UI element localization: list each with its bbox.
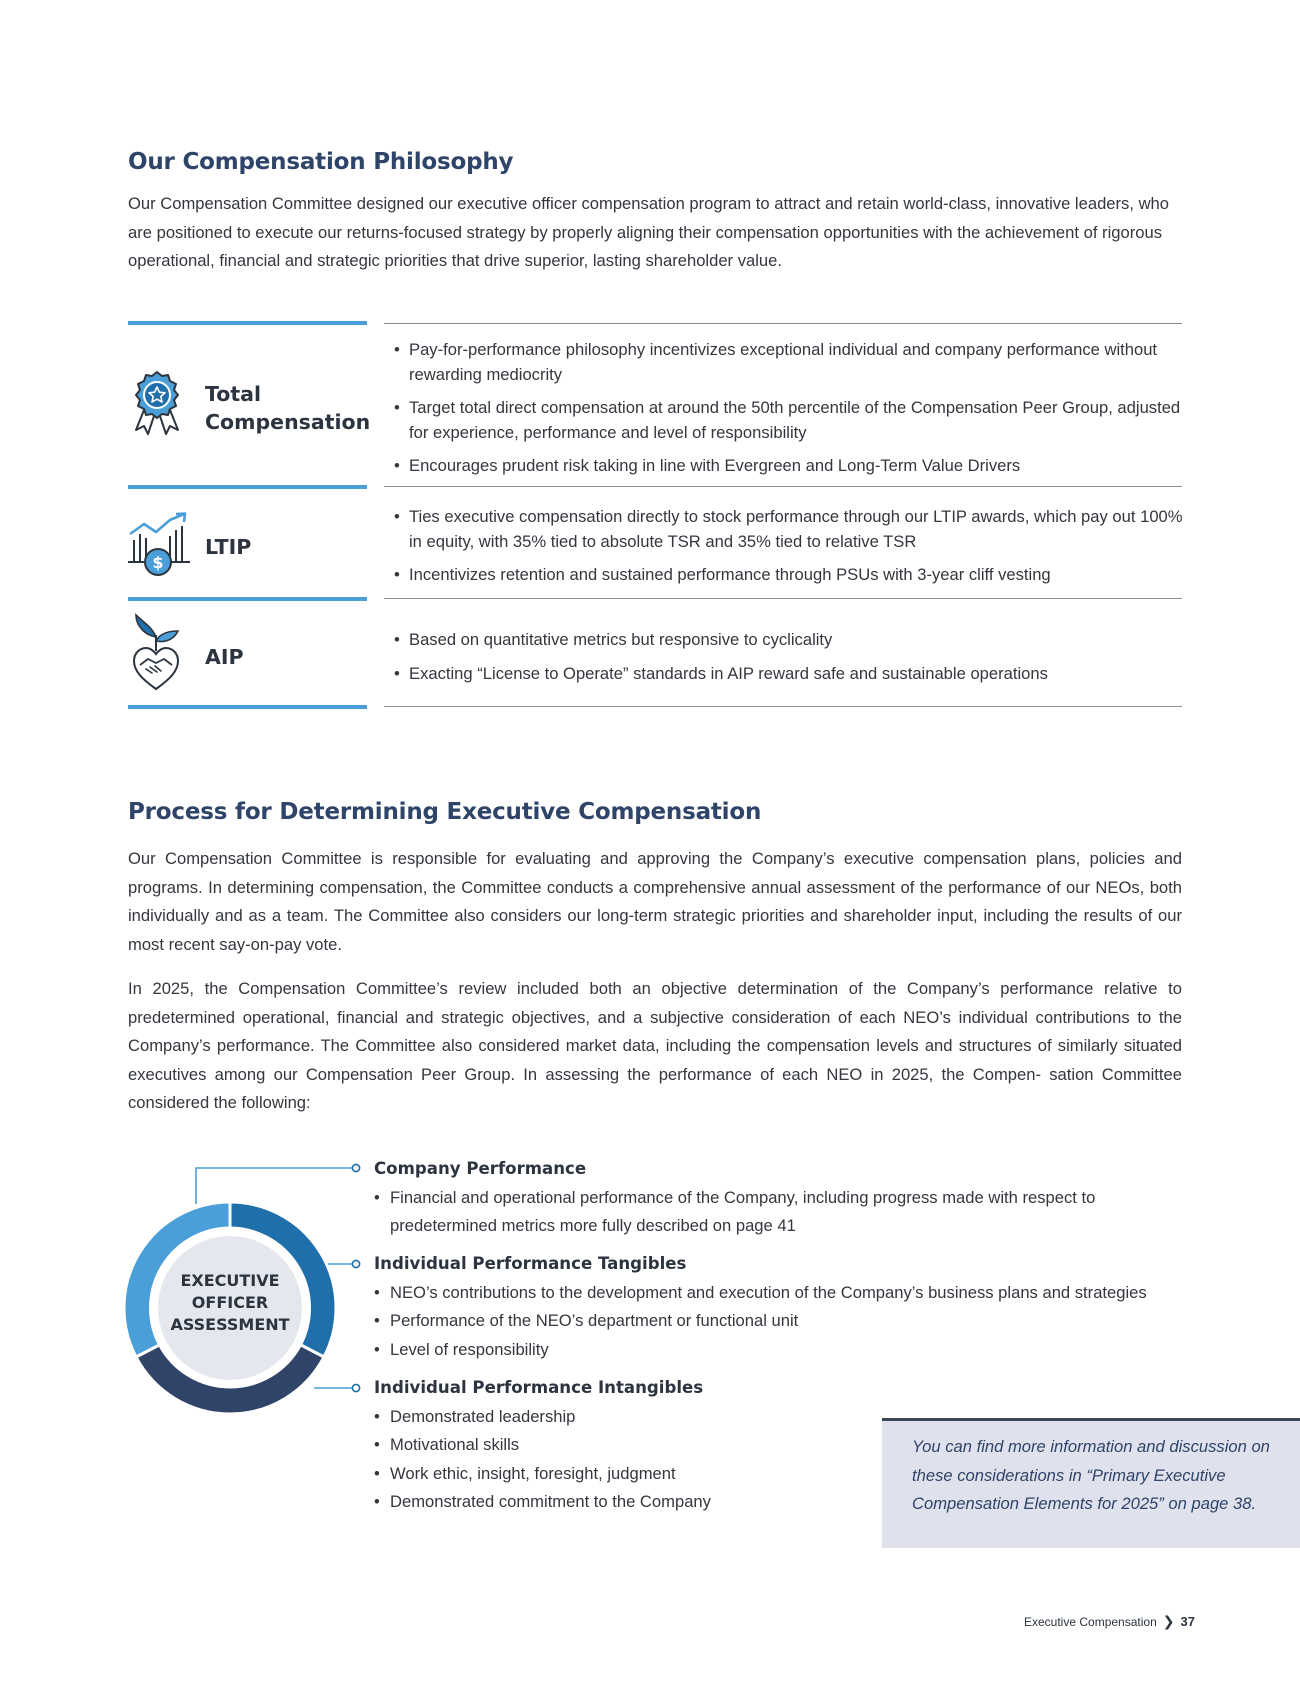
row-divider-top (128, 321, 367, 325)
callout-box (882, 1418, 1300, 1548)
row-divider-2 (128, 597, 367, 601)
list-item: • Exacting “License to Operate” standards in AIP reward safe and sustainable operations (394, 662, 1184, 687)
connector-company-performance (196, 1168, 356, 1204)
group-heading: Company Performance (374, 1159, 587, 1178)
list-item: • NEO’s contributions to the development and execution of the Company’s business plans and strategies (374, 1279, 1214, 1308)
total-compensation-bullets (394, 338, 1184, 488)
process-title: Process for Determining Executive Compensation (128, 799, 762, 825)
row-label-total-compensation: Total Compensation (205, 382, 371, 434)
group-company-performance (374, 1155, 1174, 1241)
chevron-right-icon: ❯ (1162, 1613, 1175, 1629)
process-paragraph-1: Our Compensation Committee is responsible for evaluating and approving the Company’s executive compensation plans, policies and programs. In determining compensation, the Committee conducts a comprehensive annual assessment of the performance of our NEOs, both individually and as a team. The Committee also considers our long-term strategic priorities and shareholder input, including the results of our most recent say-on-pay vote. (128, 849, 1182, 954)
aip-bullets (394, 628, 1184, 695)
list-item: • Demonstrated commitment to the Company (374, 1488, 854, 1517)
philosophy-intro: Our Compensation Committee designed our executive officer compensation program to attract and retain world-class, innovative leaders, who are positioned to execute our returns-focused strategy by properly aligning their compensation opportunities with the achievement of rigorous operational, financial and strategic priorities that drive superior, lasting shareholder value. (128, 194, 1170, 270)
row-label-ltip: LTIP (205, 535, 252, 559)
group-individual-tangibles (374, 1250, 1214, 1364)
footer-section: Executive Compensation (1024, 1615, 1157, 1629)
list-item: • Demonstrated leadership (374, 1403, 854, 1432)
list-item: • Based on quantitative metrics but responsive to cyclicality (394, 628, 1184, 653)
svg-text:$: $ (152, 553, 164, 572)
list-item: • Work ethic, insight, foresight, judgment (374, 1460, 854, 1489)
list-item: • Performance of the NEO’s department or functional unit (374, 1307, 1214, 1336)
page-number: 37 (1180, 1614, 1195, 1629)
group-individual-intangibles (374, 1374, 854, 1517)
row-label-aip: AIP (205, 645, 244, 669)
list-item: • Level of responsibility (374, 1336, 1214, 1365)
row-rule-2 (384, 598, 1182, 599)
page-footer (1024, 1613, 1195, 1630)
growth-chart-dollar-icon (126, 512, 192, 583)
list-item: • Encourages prudent risk taking in line with Evergreen and Long-Term Value Drivers (394, 454, 1184, 479)
list-item: • Motivational skills (374, 1431, 854, 1460)
philosophy-title: Our Compensation Philosophy (128, 149, 514, 175)
row-divider-1 (128, 485, 367, 489)
list-item: • Target total direct compensation at around the 50th percentile of the Compensation Peer Group, adjusted for experience, performance and level of responsibility (394, 396, 1184, 445)
list-item: • Pay-for-performance philosophy incentivizes exceptional individual and company performance without rewarding mediocrity (394, 338, 1184, 387)
heart-handshake-leaf-icon (132, 613, 182, 696)
award-ribbon-star-icon (128, 370, 186, 441)
list-item: • Ties executive compensation directly to stock performance through our LTIP awards, which pay out 100% in equity, with 35% tied to absolute TSR and 35% tied to relative TSR (394, 505, 1184, 554)
callout-text: You can find more information and discussion on these considerations in “Primary Executive Compensation Elements for 2025” on page 38. (912, 1437, 1270, 1513)
group-heading: Individual Performance Tangibles (374, 1254, 687, 1273)
donut-center-label: EXECUTIVE OFFICER ASSESSMENT (170, 1271, 290, 1334)
list-item: • Financial and operational performance of the Company, including progress made with respect to predetermined metrics more fully described on page 41 (374, 1184, 1174, 1241)
list-item: • Incentivizes retention and sustained performance through PSUs with 3-year cliff vesting (394, 563, 1184, 588)
row-divider-bottom (128, 705, 367, 709)
row-rule-bottom (384, 706, 1182, 707)
row-rule-top (384, 323, 1182, 324)
ltip-bullets (394, 505, 1184, 597)
group-heading: Individual Performance Intangibles (374, 1378, 704, 1397)
process-paragraph-2: In 2025, the Compensation Committee’s review included both an objective determination of the Company’s performance relative to predetermined operational, financial and strategic objectives, and a subjective consideration of each NEO’s individual contributions to the Company’s performance. The Committee also considered market data, including the compensation levels and structures of similarly situated executives among our Compensation Peer Group. In assessing the performance of each NEO in 2025, the Compen- sation Committee considered the following: (128, 979, 1182, 1112)
